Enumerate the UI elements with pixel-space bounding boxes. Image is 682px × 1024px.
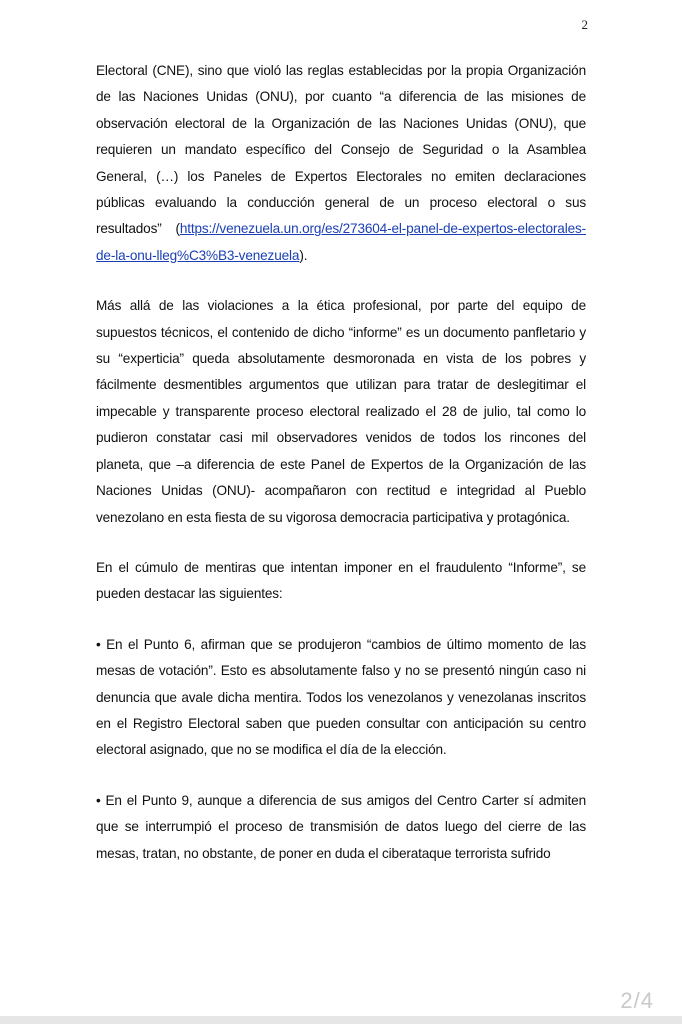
page-number: 2 — [581, 17, 588, 32]
viewer-bottom-bar — [0, 1016, 682, 1024]
un-source-link[interactable]: https://venezuela.un.org/es/273604-el-panel-de-expertos-electorales-de-la-onu-lleg%C3%B3-venezuela — [96, 221, 586, 263]
bullet-punto-9: • En el Punto 9, aunque a diferencia de sus amigos del Centro Carter sí admiten que se interrumpió el proceso de transmisión de datos luego del cierre de las mesas, tratan, no obstante, de poner en duda el ciberataque terrorista sufrido — [96, 792, 586, 861]
paragraph-1-tail: ). — [299, 247, 308, 263]
paragraph-1-text: Electoral (CNE), sino que violó las reglas establecidas por la propia Organización de las Naciones Unidas (ONU), por cuanto “a diferencia de las misiones de observación electoral de la Organización de las Naciones Unidas (ONU), que requieren un mandato específico del Consejo de Seguridad o la Asamblea General, (…) los Paneles de Expertos Electorales no emiten declaraciones públicas evaluando la conducción general de un proceso electoral o sus resultados” ( — [96, 63, 586, 237]
document-body — [96, 58, 586, 891]
paragraph-1 — [96, 58, 586, 269]
paragraph-2: Más allá de las violaciones a la ética profesional, por parte del equipo de supuestos técnicos, el contenido de dicho “informe” es un documento panfletario y su “experticia” queda absolutamente desmoronada en vista de los pobres y fácilmente desmentibles argumentos que utilizan para tratar de deslegitimar el impecable y transparente proceso electoral realizado el 28 de julio, tal como lo pudieron constatar casi mil observadores venidos de todos los rincones del planeta, que –a diferencia de este Panel de Expertos de la Organización de las Naciones Unidas (ONU)- acompañaron con rectitud e integridad al Pueblo venezolano en esta fiesta de su vigorosa democracia participativa y protagónica. — [96, 298, 586, 525]
bullet-punto-6: • En el Punto 6, afirman que se produjeron “cambios de último momento de las mesas de votación”. Esto es absolutamente falso y no se presentó ningún caso ni denuncia que avale dicha mentira. Todos los venezolanos y venezolanas inscritos en el Registro Electoral saben que pueden consultar con anticipación su centro electoral asignado, que no se modifica el día de la elección. — [96, 636, 586, 758]
paragraph-3: En el cúmulo de mentiras que intentan imponer en el fraudulento “Informe”, se pueden destacar las siguientes: — [96, 559, 586, 602]
viewer-page-counter: 2/4 — [620, 988, 654, 1013]
